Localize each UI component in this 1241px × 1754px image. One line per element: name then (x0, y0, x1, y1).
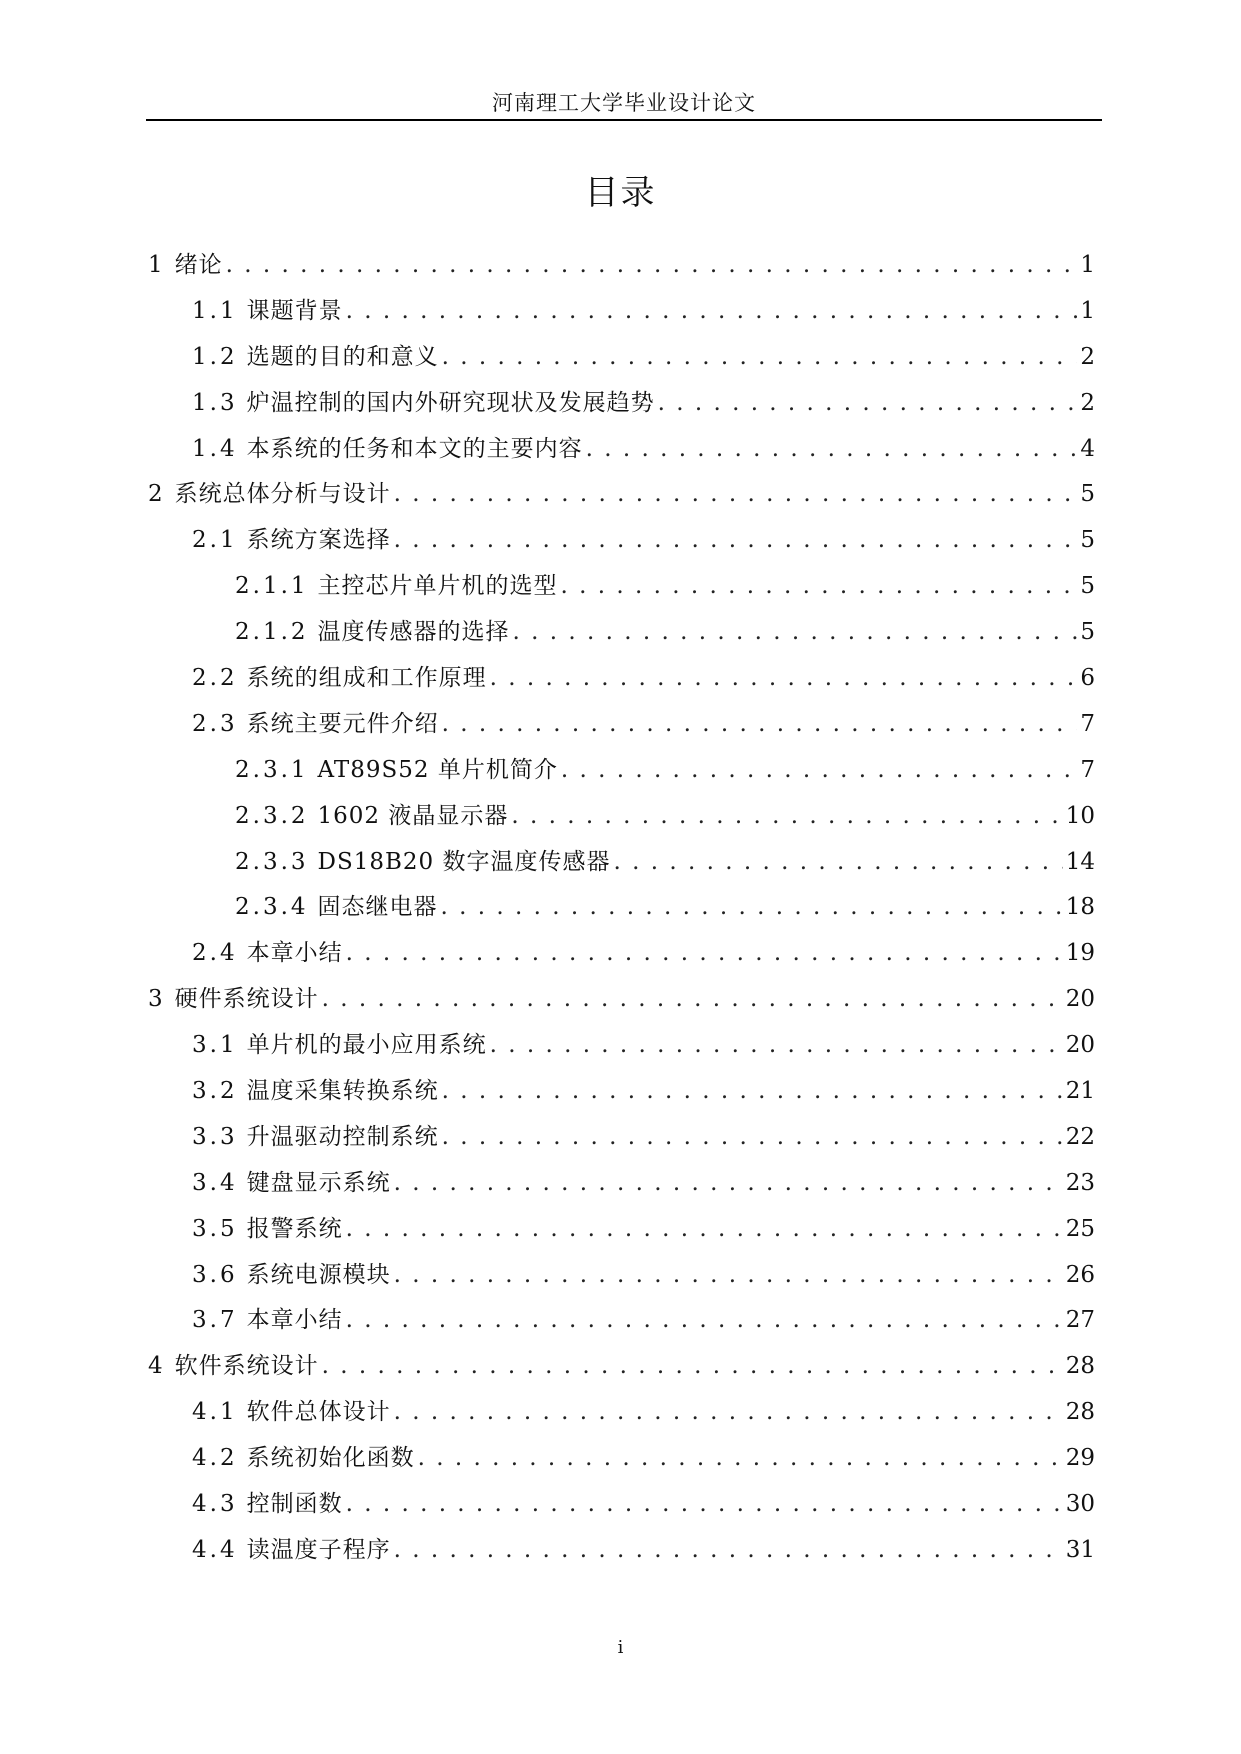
toc-entry-page: 23 (1065, 1169, 1095, 1196)
toc-title: 目录 (584, 173, 657, 213)
toc-entry[interactable] (0, 474, 1241, 520)
toc-entry-page: 19 (1065, 940, 1095, 967)
toc-entry-page: 28 (1065, 1399, 1095, 1426)
toc-entry[interactable] (0, 1025, 1241, 1071)
toc-dot-leader (226, 245, 1078, 285)
toc-entry[interactable] (0, 796, 1241, 842)
toc-entry-title: 读温度子程序 (246, 1536, 391, 1563)
toc-entry-title: 本系统的任务和本文的主要内容 (246, 435, 583, 462)
toc-entry-title: 软件总体设计 (246, 1399, 391, 1426)
toc-entry[interactable] (0, 750, 1241, 796)
toc-entry-page: 2 (1080, 343, 1095, 370)
toc-dot-leader (346, 1300, 1063, 1340)
toc-entry-title: 控制函数 (246, 1491, 343, 1518)
toc-entry-title: 键盘显示系统 (246, 1169, 391, 1196)
toc-dot-leader (658, 383, 1078, 423)
toc-entry[interactable] (0, 383, 1241, 429)
toc-entry-number: 3.2 (192, 1078, 238, 1105)
toc-entry-number: 1.4 (192, 435, 238, 462)
toc-dot-leader (511, 796, 1062, 836)
toc-entry-page: 21 (1065, 1078, 1095, 1105)
toc-entry-title: 温度传感器的选择 (317, 619, 510, 646)
toc-entry-title: 1602 液晶显示器 (317, 802, 509, 829)
toc-dot-leader (490, 658, 1078, 698)
toc-dot-leader (394, 520, 1078, 560)
toc-entry-page: 18 (1065, 894, 1095, 921)
toc-entry-title: 系统电源模块 (246, 1261, 391, 1288)
toc-entry-number: 3.6 (192, 1261, 238, 1288)
toc-entry[interactable] (0, 1530, 1241, 1576)
toc-entry-page: 5 (1080, 527, 1095, 554)
page-number: i (617, 1637, 624, 1658)
toc-entry[interactable] (0, 520, 1241, 566)
toc-entry-title: 硬件系统设计 (174, 986, 319, 1013)
toc-entry-title: AT89S52 单片机简介 (317, 756, 558, 783)
toc-entry-number: 3 (148, 986, 166, 1013)
toc-entry-title: 选题的目的和意义 (246, 343, 439, 370)
toc-entry-page: 26 (1065, 1261, 1095, 1288)
toc-entry-number: 2.3.3 (235, 848, 309, 875)
toc-entry-number: 2.4 (192, 940, 238, 967)
toc-entry-page: 7 (1080, 756, 1095, 783)
toc-entry-number: 4 (148, 1353, 166, 1380)
toc-entry-page: 5 (1080, 481, 1095, 508)
toc-dot-leader (322, 979, 1063, 1019)
toc-dot-leader (561, 750, 1078, 790)
toc-entry-title: 系统方案选择 (246, 527, 391, 554)
toc-entry-number: 1.3 (192, 389, 238, 416)
toc-dot-leader (394, 1255, 1063, 1295)
toc-dot-leader (442, 337, 1078, 377)
toc-entry[interactable] (0, 337, 1241, 383)
toc-entry-title: 系统总体分析与设计 (174, 481, 391, 508)
toc-entry-title: 课题背景 (246, 297, 343, 324)
toc-entry-page: 7 (1080, 710, 1095, 737)
toc-entry-number: 4.1 (192, 1399, 238, 1426)
toc-entry-title: 系统的组成和工作原理 (246, 665, 487, 692)
toc-entry[interactable] (0, 1163, 1241, 1209)
toc-entry[interactable] (0, 1300, 1241, 1346)
toc-dot-leader (418, 1438, 1063, 1478)
toc-entry-title: 炉温控制的国内外研究现状及发展趋势 (246, 389, 655, 416)
toc-entry[interactable] (0, 842, 1241, 888)
toc-entry-number: 2.3 (192, 710, 238, 737)
toc-entry-page: 28 (1065, 1353, 1095, 1380)
running-header: 河南理工大学毕业设计论文 (492, 91, 756, 115)
toc-entry-number: 2 (148, 481, 166, 508)
table-of-contents (0, 245, 1241, 1576)
toc-entry-page: 31 (1065, 1536, 1095, 1563)
toc-entry[interactable] (0, 1209, 1241, 1255)
toc-entry-number: 4.2 (192, 1445, 238, 1472)
toc-entry-number: 2.1.2 (235, 619, 309, 646)
toc-entry-title: DS18B20 数字温度传感器 (317, 848, 611, 875)
toc-entry-number: 2.1 (192, 527, 238, 554)
toc-dot-leader (394, 1392, 1063, 1432)
toc-entry[interactable] (0, 291, 1241, 337)
toc-entry-page: 27 (1065, 1307, 1095, 1334)
toc-dot-leader (394, 1530, 1063, 1570)
toc-entry[interactable] (0, 1392, 1241, 1438)
toc-entry[interactable] (0, 1484, 1241, 1530)
toc-entry-page: 10 (1065, 802, 1095, 829)
toc-entry-number: 3.1 (192, 1032, 238, 1059)
toc-entry-title: 主控芯片单片机的选型 (317, 573, 558, 600)
toc-entry-title: 报警系统 (246, 1215, 343, 1242)
toc-entry-page: 5 (1080, 573, 1095, 600)
toc-entry-number: 3.4 (192, 1169, 238, 1196)
toc-entry-title: 软件系统设计 (174, 1353, 319, 1380)
toc-dot-leader (346, 1209, 1063, 1249)
header-rule (146, 119, 1102, 121)
toc-dot-leader (442, 1071, 1063, 1111)
toc-entry-number: 1.2 (192, 343, 238, 370)
toc-entry-page: 20 (1065, 986, 1095, 1013)
toc-entry-page: 1 (1080, 297, 1095, 324)
toc-entry-page: 20 (1065, 1032, 1095, 1059)
toc-entry-number: 3.7 (192, 1307, 238, 1334)
toc-dot-leader (346, 291, 1078, 331)
toc-entry-number: 2.1.1 (235, 573, 309, 600)
toc-dot-leader (613, 842, 1062, 882)
toc-dot-leader (442, 1117, 1063, 1157)
toc-entry[interactable] (0, 566, 1241, 612)
toc-entry-title: 绪论 (174, 252, 223, 278)
toc-dot-leader (441, 887, 1063, 927)
toc-entry-title: 单片机的最小应用系统 (246, 1032, 487, 1059)
toc-entry[interactable] (0, 704, 1241, 750)
toc-entry-page: 14 (1065, 848, 1095, 875)
toc-entry[interactable] (0, 933, 1241, 979)
toc-entry[interactable] (0, 1255, 1241, 1301)
toc-entry[interactable] (0, 429, 1241, 475)
toc-dot-leader (561, 566, 1078, 606)
toc-entry[interactable] (0, 658, 1241, 704)
toc-entry-title: 本章小结 (246, 1307, 343, 1334)
toc-entry-page: 2 (1080, 389, 1095, 416)
toc-entry-number: 2.3.4 (235, 894, 309, 921)
toc-entry[interactable] (0, 979, 1241, 1025)
toc-dot-leader (490, 1025, 1063, 1065)
toc-entry[interactable] (0, 1346, 1241, 1392)
toc-entry-page: 25 (1065, 1215, 1095, 1242)
toc-entry-page: 1 (1080, 252, 1095, 278)
toc-entry[interactable] (0, 1438, 1241, 1484)
toc-entry-title: 本章小结 (246, 940, 343, 967)
toc-entry-number: 2.3.2 (235, 802, 309, 829)
toc-entry-number: 2.2 (192, 665, 238, 692)
toc-entry-title: 温度采集转换系统 (246, 1078, 439, 1105)
toc-entry-page: 4 (1080, 435, 1095, 462)
toc-entry-title: 升温驱动控制系统 (246, 1123, 439, 1150)
toc-entry[interactable] (0, 887, 1241, 933)
toc-entry-title: 固态继电器 (317, 894, 438, 921)
toc-entry-page: 29 (1065, 1445, 1095, 1472)
toc-entry-number: 4.4 (192, 1536, 238, 1563)
toc-entry-page: 22 (1065, 1123, 1095, 1150)
toc-entry[interactable] (0, 1117, 1241, 1163)
toc-dot-leader (346, 1484, 1063, 1524)
toc-entry-number: 3.3 (192, 1123, 238, 1150)
toc-dot-leader (322, 1346, 1063, 1386)
toc-dot-leader (394, 474, 1078, 514)
toc-dot-leader (442, 704, 1078, 744)
toc-entry-number: 1.1 (192, 297, 238, 324)
toc-entry[interactable] (0, 612, 1241, 658)
toc-dot-leader (513, 612, 1078, 652)
toc-entry-page: 30 (1065, 1491, 1095, 1518)
toc-entry-page: 5 (1080, 619, 1095, 646)
toc-entry-page: 6 (1080, 665, 1095, 692)
toc-entry-number: 3.5 (192, 1215, 238, 1242)
toc-dot-leader (346, 933, 1063, 973)
toc-dot-leader (586, 429, 1078, 469)
toc-entry-title: 系统主要元件介绍 (246, 710, 439, 737)
toc-entry[interactable] (0, 245, 1241, 291)
toc-entry-number: 1 (148, 252, 166, 278)
toc-entry-number: 2.3.1 (235, 756, 309, 783)
toc-dot-leader (394, 1163, 1063, 1203)
toc-entry-title: 系统初始化函数 (246, 1445, 415, 1472)
toc-entry[interactable] (0, 1071, 1241, 1117)
toc-entry-number: 4.3 (192, 1491, 238, 1518)
